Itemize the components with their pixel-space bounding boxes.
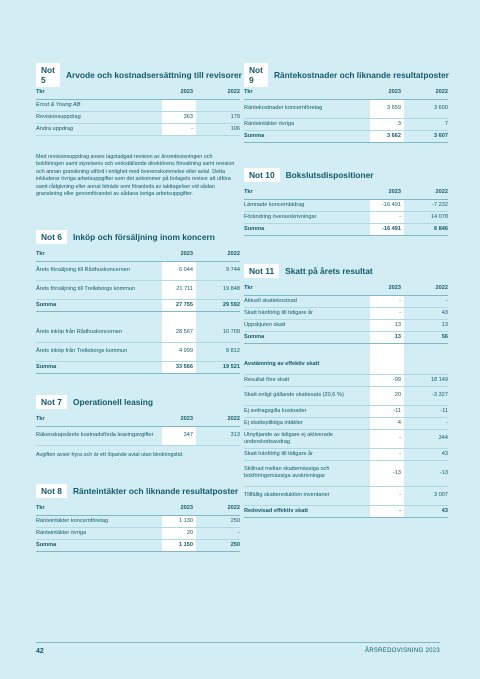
sum-row <box>36 361 240 373</box>
note-8 <box>36 484 240 552</box>
row-label: Utnyttjande av tidigare ej aktiverade underskottsavdrag <box>244 429 370 448</box>
row-value-2022: -11 <box>404 405 448 417</box>
row-value-2023: 1 130 <box>162 515 196 527</box>
note-8-header <box>36 484 240 498</box>
sum-row <box>36 539 240 551</box>
sum-row <box>244 505 448 517</box>
row-label: Ränteintäkter övriga <box>244 118 370 130</box>
row-value-2022: - <box>404 417 448 429</box>
note-7-header <box>36 395 240 409</box>
row-value-2022: - <box>196 527 240 539</box>
row-label: Årets försäljning till Rådhuskoncernen <box>36 261 162 280</box>
report-name: ÅRSREDOVISNING 2023 <box>364 648 440 654</box>
sum-label: Summa <box>36 299 162 311</box>
row-value-2023: 28 567 <box>162 323 196 342</box>
row-label: Revisionsuppdrag <box>36 111 162 123</box>
row-value-2022: 3 600 <box>404 99 448 118</box>
col-header-2023: 2023 <box>162 502 196 515</box>
sum-value-2022: 29 592 <box>196 299 240 311</box>
sum-label: Summa <box>36 361 162 373</box>
row-label: Tillfällig skattereduktion inventarier <box>244 486 370 505</box>
row-value-2022 <box>196 99 240 111</box>
sum-value-2023: 33 566 <box>162 361 196 373</box>
row-label: Räntekostnader koncernföretag <box>244 99 370 118</box>
row-label: Aktuell skattekostnad <box>244 295 370 307</box>
col-header-2023: 2023 <box>162 413 196 426</box>
note-11-badge: Not 11 <box>244 264 279 278</box>
table-row <box>244 429 448 448</box>
row-label: Skatt hänförlig till tidigare år <box>244 448 370 460</box>
row-value-2023: 3 <box>370 118 404 130</box>
spacer-row <box>36 311 240 323</box>
note-8-title: Ränteintäkter och liknande resultatposter <box>72 486 239 496</box>
sum-value-2022: 250 <box>196 539 240 551</box>
col-header-tkr: Tkr <box>244 86 370 99</box>
row-value-2022: 43 <box>404 448 448 460</box>
row-label: Skillnad mellan skattemässiga och bokföringsmässiga avskrivningar <box>244 460 370 486</box>
col-header-tkr: Tkr <box>36 413 162 426</box>
sum-value-2022: 3 607 <box>404 130 448 142</box>
note-9-header <box>244 65 449 85</box>
note-5-table <box>36 86 240 136</box>
row-value-2023: 347 <box>162 426 196 445</box>
table-header-row <box>244 186 448 199</box>
row-label: Andra uppdrag <box>36 123 162 135</box>
col-header-2023: 2023 <box>370 282 404 295</box>
table-row <box>244 374 448 386</box>
row-label: Skatt hänförlig till tidigare år <box>244 307 370 319</box>
row-value-2022: 8 812 <box>196 342 240 361</box>
table-row <box>36 280 240 299</box>
row-label: Ej skattepliktiga intäkter <box>244 417 370 429</box>
table-header-row <box>36 413 240 426</box>
page-number: 42 <box>36 648 44 655</box>
row-value-2022: 313 <box>196 426 240 445</box>
sum-value-2022: 43 <box>404 505 448 517</box>
row-value-2023: 4 999 <box>162 342 196 361</box>
row-value-2023: 20 <box>370 386 404 405</box>
table-row <box>244 118 448 130</box>
row-value-2022: 250 <box>196 515 240 527</box>
subheading-row <box>244 355 448 374</box>
note-7-table <box>36 413 240 446</box>
row-value-2023: -99 <box>370 374 404 386</box>
table-row <box>244 295 448 307</box>
table-row <box>36 99 240 111</box>
row-value-2023: -13 <box>370 460 404 486</box>
note-10 <box>244 168 448 236</box>
table-row <box>244 486 448 505</box>
note-10-title: Bokslutsdispositioner <box>285 170 374 180</box>
table-row <box>36 527 240 539</box>
note-6-title: Inköp och försäljning inom koncern <box>72 232 215 242</box>
sum-value-2023: 13 <box>370 331 404 343</box>
row-value-2023: -16 491 <box>370 199 404 211</box>
sum-value-2023: 27 755 <box>162 299 196 311</box>
row-value-2023: - <box>370 429 404 448</box>
sum-label: Summa <box>36 539 162 551</box>
row-label: Uppskjuten skatt <box>244 319 370 331</box>
note-6-badge: Not 6 <box>36 230 67 244</box>
note-7-paragraph: Avgiften avser hyra och är ett löpande avtal utan bindningstid. <box>36 452 184 458</box>
note-5-paragraph: Med revisionsuppdrag avses lagstadgad revision av årsredovisningen och bokföringen samt styrelsens och verkställande direktörens förvaltning samt revision och annan granskning utförd i enlighet med överenskommelse eller avtal. Detta inkluderar övriga arbetsuppgifter som det ankommer på bolagets revisor att utföra samt rådgivning eller annat biträde som föranleds av iakttagelser vid sådan granskning eller genomförandet av sådana övriga arbetsuppgifter. <box>36 154 235 198</box>
col-header-2022: 2022 <box>196 86 240 99</box>
note-10-header <box>244 168 448 182</box>
col-header-2022: 2022 <box>404 186 448 199</box>
row-label: Årets inköp från Rådhuskoncernen <box>36 323 162 342</box>
col-header-2022: 2022 <box>404 86 448 99</box>
row-label: Ernst & Young AB <box>36 99 162 111</box>
table-row <box>244 99 448 118</box>
note-7-title: Operationell leasing <box>72 397 153 407</box>
row-value-2023: 3 659 <box>370 99 404 118</box>
col-header-tkr: Tkr <box>244 282 370 295</box>
row-value-2022: 10 709 <box>196 323 240 342</box>
row-value-2023: 13 <box>370 319 404 331</box>
table-row <box>244 417 448 429</box>
row-value-2022: 3 007 <box>404 486 448 505</box>
col-header-2023: 2023 <box>162 86 196 99</box>
sum-label: Redovisad effektiv skatt <box>244 505 370 517</box>
sum-value-2022: 56 <box>404 331 448 343</box>
sum-value-2022: 19 521 <box>196 361 240 373</box>
table-row <box>36 111 240 123</box>
col-header-tkr: Tkr <box>36 86 162 99</box>
table-header-row <box>244 86 448 99</box>
note-5 <box>36 65 242 136</box>
note-8-badge: Not 8 <box>36 484 67 498</box>
table-row <box>244 211 448 223</box>
table-row <box>244 460 448 486</box>
sum-value-2022: 6 846 <box>404 223 448 235</box>
col-header-2022: 2022 <box>196 502 240 515</box>
note-7 <box>36 395 240 446</box>
row-value-2023: - <box>370 295 404 307</box>
sum-row <box>36 299 240 311</box>
table-row <box>244 307 448 319</box>
row-value-2023: 6 044 <box>162 261 196 280</box>
note-6-header <box>36 230 240 244</box>
row-label: Lämnade koncernbidrag <box>244 199 370 211</box>
row-value-2022: - <box>404 295 448 307</box>
table-row <box>36 123 240 135</box>
sum-value-2023: 1 150 <box>162 539 196 551</box>
note-10-badge: Not 10 <box>244 168 280 182</box>
row-value-2022: -7 232 <box>404 199 448 211</box>
row-value-2023: - <box>162 123 196 135</box>
sum-row <box>244 331 448 343</box>
subheading-label: Avstämning av effektiv skatt <box>244 355 370 374</box>
table-header-row <box>244 282 448 295</box>
col-header-tkr: Tkr <box>36 248 162 261</box>
sum-label: Summa <box>244 130 370 142</box>
row-value-2022: -13 <box>404 460 448 486</box>
sum-value-2023: - <box>370 505 404 517</box>
row-value-2022: 19 848 <box>196 280 240 299</box>
row-value-2022: 13 <box>404 319 448 331</box>
row-value-2023: 4 <box>370 417 404 429</box>
row-value-2023: - <box>370 486 404 505</box>
row-value-2022: -3 327 <box>404 386 448 405</box>
row-value-2022: 106 <box>196 123 240 135</box>
sum-label: Summa <box>244 331 370 343</box>
row-label: Räkenskapsårets kostnadsförda leasingavgifter <box>36 426 162 445</box>
table-row <box>36 342 240 361</box>
sum-label: Summa <box>244 223 370 235</box>
note-5-header <box>36 65 242 85</box>
row-value-2022: 7 <box>404 118 448 130</box>
note-11-table <box>244 282 448 518</box>
table-row <box>36 323 240 342</box>
row-value-2022: 14 078 <box>404 211 448 223</box>
col-header-tkr: Tkr <box>244 186 370 199</box>
note-11 <box>244 264 448 518</box>
table-row <box>36 515 240 527</box>
row-value-2023: - <box>370 448 404 460</box>
sum-value-2023: -16 491 <box>370 223 404 235</box>
note-6 <box>36 230 240 374</box>
row-label: Förändring överavskrivningar <box>244 211 370 223</box>
row-value-2022: 344 <box>404 429 448 448</box>
table-row <box>244 448 448 460</box>
row-value-2023: 20 <box>162 527 196 539</box>
table-row <box>244 386 448 405</box>
col-header-2023: 2023 <box>370 86 404 99</box>
col-header-2022: 2022 <box>404 282 448 295</box>
row-value-2023: 363 <box>162 111 196 123</box>
col-header-tkr: Tkr <box>36 502 162 515</box>
sum-row <box>244 223 448 235</box>
sum-row <box>244 130 448 142</box>
row-value-2023: 21 711 <box>162 280 196 299</box>
row-value-2022: 179 <box>196 111 240 123</box>
note-7-badge: Not 7 <box>36 395 67 409</box>
note-11-title: Skatt på årets resultat <box>285 266 373 276</box>
row-label: Skatt enligt gällande skattesats (20,6 %) <box>244 386 370 405</box>
table-row <box>36 426 240 445</box>
row-value-2023 <box>162 99 196 111</box>
note-9-badge: Not 9 <box>244 63 268 87</box>
table-header-row <box>36 248 240 261</box>
row-label: Ej avdragsgilla kostnader <box>244 405 370 417</box>
row-value-2023: -11 <box>370 405 404 417</box>
row-label: Resultat före skatt <box>244 374 370 386</box>
row-label: Ränteintäkter koncernföretag <box>36 515 162 527</box>
note-5-title: Arvode och kostnadsersättning till revisorer <box>65 70 242 80</box>
row-label: Ränteintäkter övriga <box>36 527 162 539</box>
table-header-row <box>36 86 240 99</box>
spacer-row <box>244 343 448 355</box>
note-5-badge: Not 5 <box>36 63 60 87</box>
table-row <box>244 405 448 417</box>
note-6-table <box>36 248 240 374</box>
table-row <box>244 319 448 331</box>
col-header-2022: 2022 <box>196 413 240 426</box>
note-10-table <box>244 186 448 236</box>
col-header-2022: 2022 <box>196 248 240 261</box>
note-9 <box>244 65 449 143</box>
row-label: Årets inköp från Trelleborgs kommun <box>36 342 162 361</box>
col-header-2023: 2023 <box>162 248 196 261</box>
col-header-2023: 2023 <box>370 186 404 199</box>
table-header-row <box>36 502 240 515</box>
row-label: Årets försäljning till Trelleborgs kommun <box>36 280 162 299</box>
row-value-2022: 43 <box>404 307 448 319</box>
note-9-table <box>244 86 448 143</box>
footer-divider <box>36 642 440 643</box>
table-row <box>244 199 448 211</box>
table-row <box>36 261 240 280</box>
note-9-title: Räntekostnader och liknande resultatposter <box>273 70 449 80</box>
row-value-2023: - <box>370 307 404 319</box>
note-11-header <box>244 264 448 278</box>
row-value-2023: - <box>370 211 404 223</box>
row-value-2022: 9 744 <box>196 261 240 280</box>
sum-value-2023: 3 662 <box>370 130 404 142</box>
note-8-table <box>36 502 240 552</box>
row-value-2022: 18 149 <box>404 374 448 386</box>
